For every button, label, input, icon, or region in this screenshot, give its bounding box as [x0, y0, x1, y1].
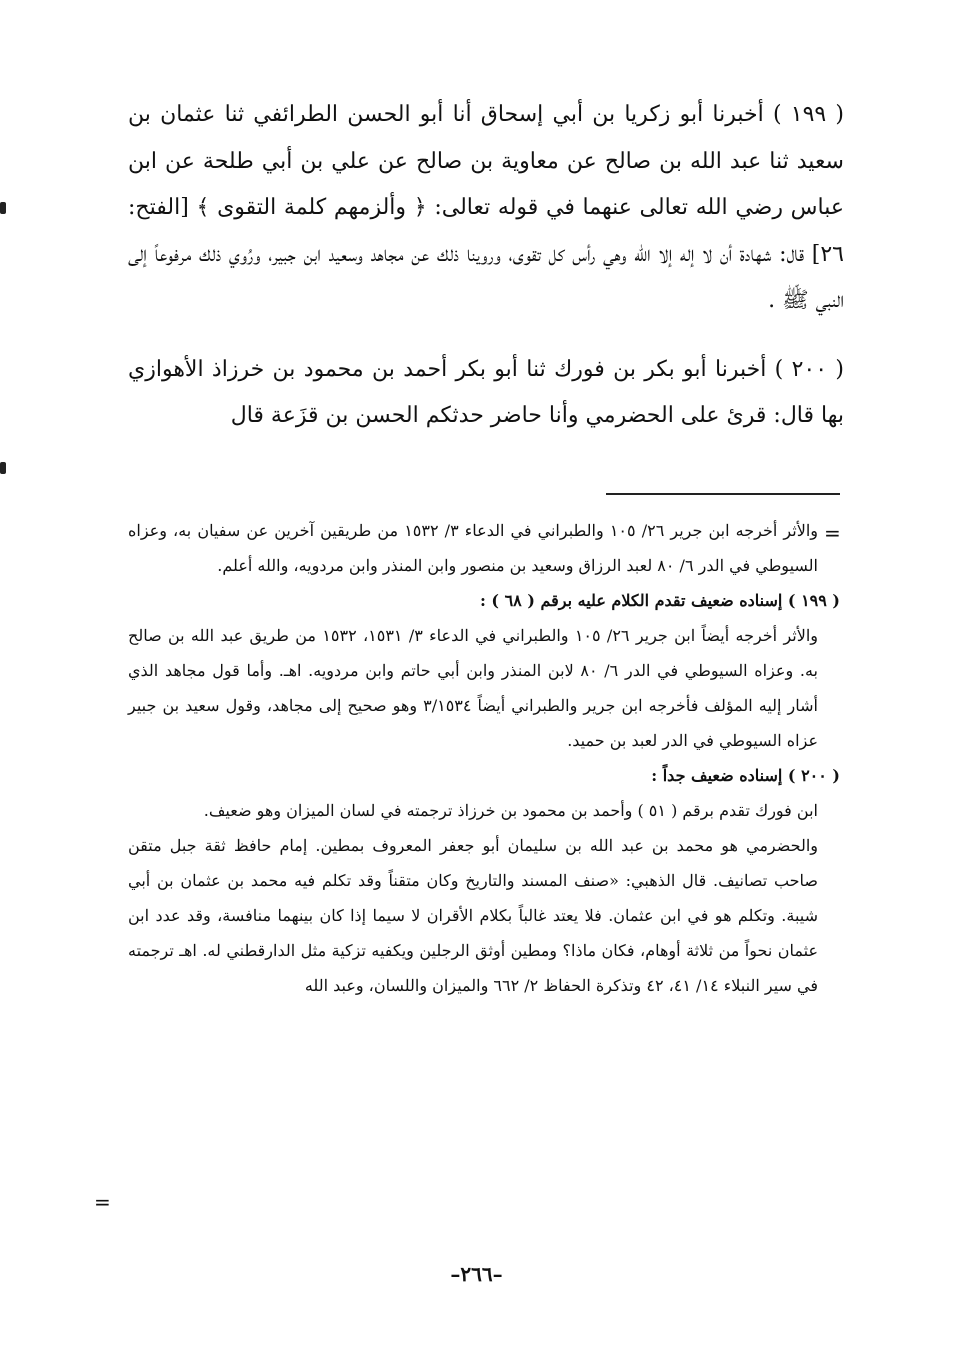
footnote-separator	[606, 493, 840, 495]
footnote-199-heading: ( ١٩٩ ) إسناده ضعيف تقدم الكلام عليه برقم ( ٦٨ ) :	[479, 591, 840, 610]
page-number: –٢٦٦–	[450, 1262, 503, 1286]
footnote-200-body-1: ابن فورك تقدم برقم ( ٥١ ) وأحمد بن محمود بن خرزاذ ترجمته في لسان الميزان وهو ضعيف.	[203, 801, 818, 820]
footnotes	[128, 513, 840, 1003]
continuation-mark-top: =	[824, 521, 841, 545]
footnote-200-heading: ( ٢٠٠ ) إسناده ضعيف جداً :	[651, 766, 840, 785]
footnote-200-body-2: والحضرمي هو محمد بن عبد الله بن سليمان أبو جعفر المعروف بمطين. إمام حافظ ثقة جبل متقن صاحب تصانيف. قال الذهبي: «صنف المسند والتاريخ وكان متقناً وقد تكلم فيه محمد بن عثمان بن أبي شيبة. وتكلم هو في ابن عثمان. فلا يعتد غالباً بكلام الأقران لا سيما إذا كان بينهما منافسة، وقد عدد ابن عثمان نحواً من ثلاثة أوهام، فكان ماذا؟ ومطين أوثق الرجلين ويكفيه تزكية مثل الدارقطني له. اهـ ترجمته في سير النبلاء ١٤/ ٤١، ٤٢ وتذكرة الحفاظ ٢/ ٦٦٢ والميزان واللسان، وعبد الله	[128, 836, 819, 995]
paragraph-200: ( ٢٠٠ ) أخبرنا أبو بكر بن فورك ثنا أبو بكر أحمد بن محمود بن خرزاذ الأهوازي بها قال: قرئ على الحضرمي وأنا حاضر حدثكم الحسن بن قزَعة قال	[128, 356, 844, 428]
scan-speck	[0, 462, 6, 474]
footnote-199-body: والأثر أخرجه أيضاً ابن جرير ٢٦/ ١٠٥ والطبراني في الدعاء ٣/ ١٥٣١، ١٥٣٢ من طريق عبد الله بن صالح به. وعزاه السيوطي في الدر ٦/ ٨٠ لابن المنذر وابن أبي حاتم وابن مردويه. اهـ. وأما قول مجاهد الذي أشار إليه المؤلف فأخرجه ابن جرير والطبراني أيضاً ٣/١٥٣٤ وهو صحيح إلى مجاهد، وقول سعيد بن جبير عزاه السيوطي في الدر لعبد بن حميد.	[128, 626, 819, 750]
main-text	[128, 92, 844, 440]
paragraph-199: ( ١٩٩ ) أخبرنا أبو زكريا بن أبي إسحاق أنا أبو الحسن الطرائفي ثنا عثمان بن سعيد ثنا عبد الله بن صالح عن معاوية بن صالح عن علي بن أبي طلحة عن ابن عباس رضي الله تعالى عنهما في قوله تعالى: ﴿ وألزمهم كلمة التقوى ﴾ [الفتح: ٢٦] قال: شهادة أن لا إله إلا الله وهي رأس كل تقوى، وروينا ذلك عن مجاهد وسعيد ابن جبير، ورُوي ذلك مرفوعاً إلى النبي ﷺ .	[128, 102, 844, 313]
footnote-continued: والأثر أخرجه ابن جرير ٢٦/ ١٠٥ والطبراني في الدعاء ٣/ ١٥٣٢ من طريقين آخرين عن سفيان به، وعزاه السيوطي في الدر ٦/ ٨٠ لعبد الرزاق وسعيد بن منصور وابن المنذر وابن مردويه، والله أعلم.	[128, 521, 818, 575]
scan-speck	[0, 202, 6, 214]
continuation-mark-bottom: =	[94, 1190, 111, 1214]
